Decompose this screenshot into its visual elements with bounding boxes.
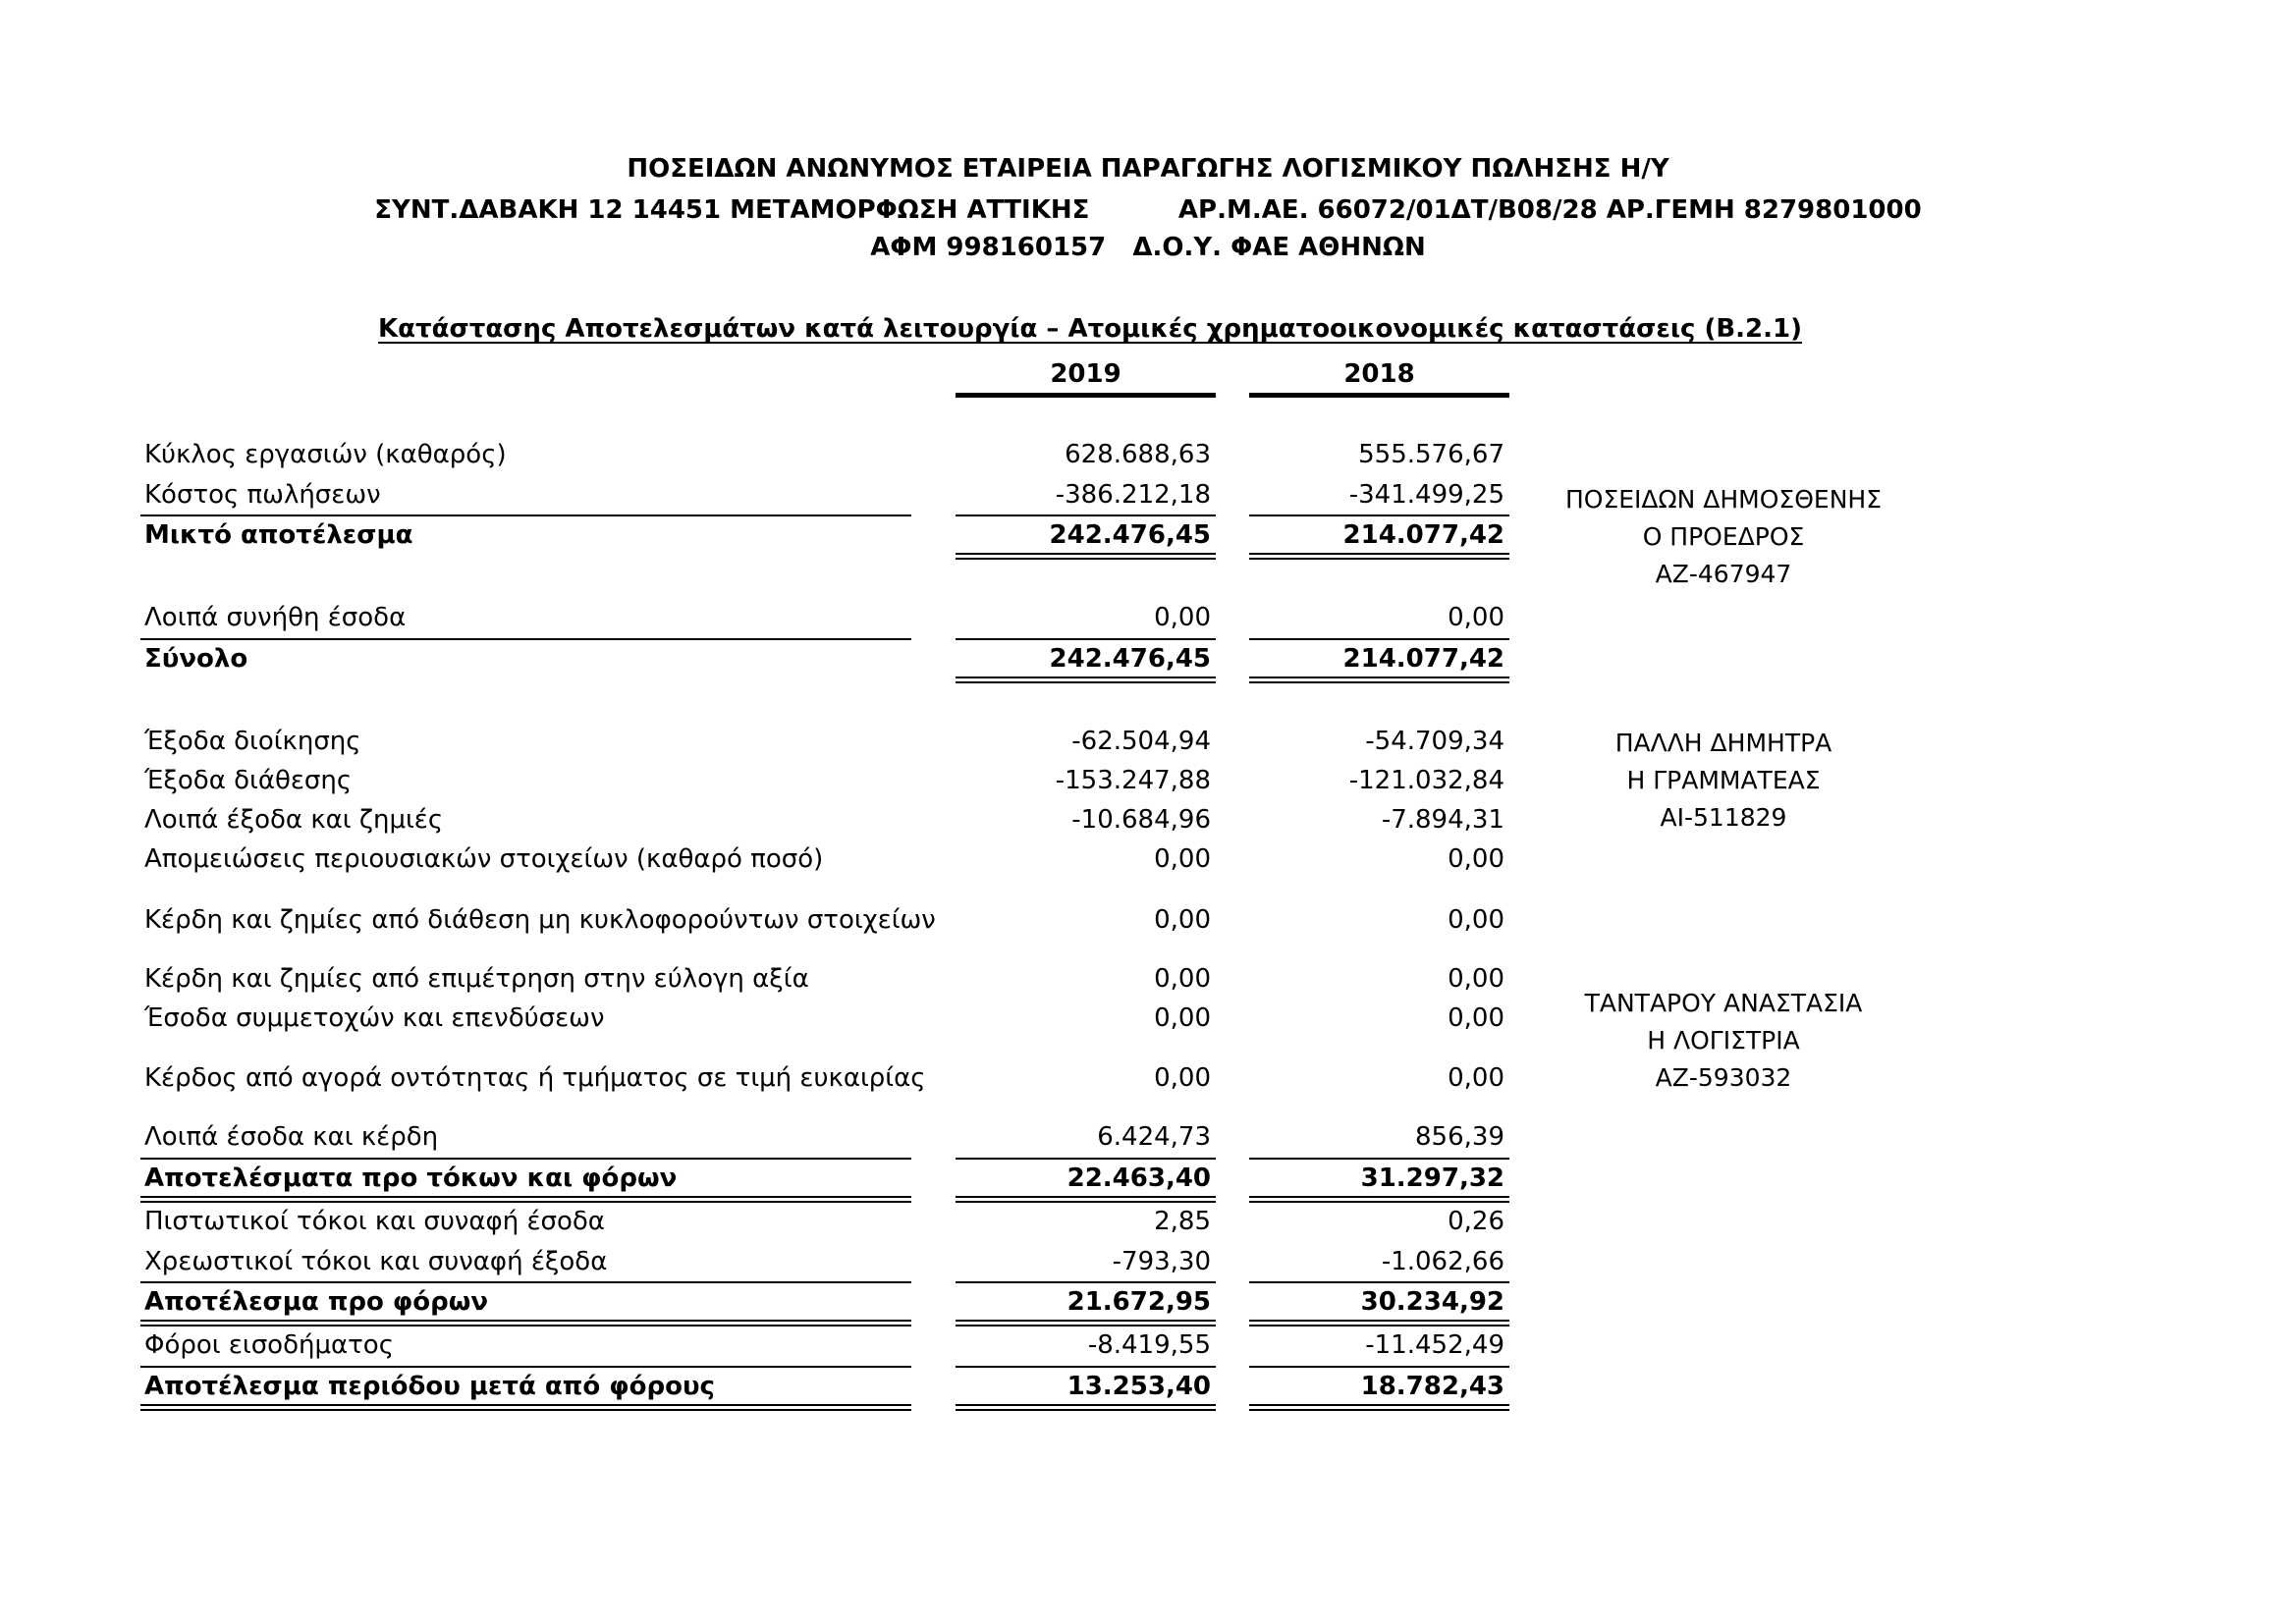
table-row-subtotal	[0, 1162, 1532, 1197]
row-value-2018: -121.032,84	[1348, 766, 1504, 795]
company-name: ΠΟΣΕΙΔΩΝ ΑΝΩΝΥΜΟΣ ΕΤΑΙΡΕΙΑ ΠΑΡΑΓΩΓΗΣ ΛΟΓΙΣΜΙΚΟΥ ΠΩΛΗΣΗΣ Η/Υ	[627, 154, 1669, 184]
row-separator	[956, 638, 1216, 640]
table-row	[0, 1328, 1532, 1364]
row-value-2019: 2,85	[1154, 1207, 1211, 1236]
row-value-2018: -341.499,25	[1348, 480, 1504, 510]
row-value-2019: 242.476,45	[1049, 644, 1211, 674]
row-separator	[1249, 1366, 1509, 1368]
row-value-2018: 555.576,67	[1358, 440, 1504, 469]
row-value-2019: 628.688,63	[1065, 440, 1211, 469]
row-value-2018: 31.297,32	[1360, 1164, 1504, 1193]
table-row	[0, 438, 1532, 473]
year-header-2019: 2019	[1050, 359, 1121, 389]
row-separator	[1249, 514, 1509, 516]
total-double-rule	[1249, 553, 1509, 560]
table-row-total	[0, 1370, 1532, 1405]
total-double-rule	[1249, 1404, 1509, 1411]
row-value-2018: 856,39	[1415, 1122, 1504, 1152]
row-separator	[140, 514, 911, 516]
company-tax-info: ΑΦΜ 998160157 Δ.Ο.Υ. ΦΑΕ ΑΘΗΝΩΝ	[870, 233, 1426, 262]
row-label: Κέρδη και ζημίες από διάθεση μη κυκλοφορούντων στοιχείων	[144, 905, 936, 935]
row-value-2018: 0,00	[1448, 603, 1504, 632]
signatory-role: Η ΛΟΓΙΣΤΡΙΑ	[1647, 1026, 1800, 1055]
row-value-2018: 0,00	[1448, 844, 1504, 874]
total-double-rule	[1249, 1196, 1509, 1203]
total-double-rule	[140, 1404, 911, 1411]
row-label: Λοιπά συνήθη έσοδα	[144, 603, 407, 632]
table-row	[0, 725, 1532, 760]
row-value-2019: -386.212,18	[1055, 480, 1211, 510]
year-header-2018: 2018	[1343, 359, 1415, 389]
row-value-2019: -153.247,88	[1055, 766, 1211, 795]
row-label: Αποτελέσματα προ τόκων και φόρων	[144, 1164, 678, 1193]
row-value-2019: -10.684,96	[1071, 805, 1211, 835]
row-value-2019: 0,00	[1154, 1003, 1211, 1033]
row-separator	[140, 1366, 911, 1368]
signatory-id: ΑΙ-511829	[1660, 803, 1787, 832]
table-row	[0, 903, 1532, 939]
row-separator	[1249, 638, 1509, 640]
row-value-2019: 242.476,45	[1049, 520, 1211, 550]
row-label: Έξοδα διάθεσης	[144, 766, 353, 795]
row-label: Λοιπά έσοδα και κέρδη	[144, 1122, 439, 1152]
total-double-rule	[956, 677, 1216, 683]
row-label: Απομειώσεις περιουσιακών στοιχείων (καθαρό ποσό)	[144, 844, 824, 874]
row-value-2018: -11.452,49	[1365, 1330, 1504, 1360]
year-underline	[1249, 393, 1509, 398]
total-double-rule	[140, 1196, 911, 1203]
row-separator	[956, 1281, 1216, 1283]
row-label: Σύνολο	[144, 644, 248, 674]
table-row	[0, 1061, 1532, 1097]
row-value-2018: 0,00	[1448, 1003, 1504, 1033]
signatory-role: Ο ΠΡΟΕΔΡΟΣ	[1642, 522, 1805, 551]
row-value-2018: -1.062,66	[1381, 1247, 1504, 1276]
row-separator	[140, 1158, 911, 1160]
row-value-2018: 214.077,42	[1342, 644, 1504, 674]
row-separator	[140, 1281, 911, 1283]
row-label: Λοιπά έξοδα και ζημιές	[144, 805, 444, 835]
row-separator	[956, 514, 1216, 516]
row-value-2018: 0,26	[1448, 1207, 1504, 1236]
row-separator	[956, 1366, 1216, 1368]
signature-block-secretary	[1527, 725, 1920, 837]
statement-title: Κατάστασης Αποτελεσμάτων κατά λειτουργία – Ατομικές χρηματοοικονομικές καταστάσεις (Β.2.1)	[378, 314, 1802, 344]
table-row	[0, 803, 1532, 839]
row-label: Φόροι εισοδήματος	[144, 1330, 394, 1360]
year-underline	[956, 393, 1216, 398]
row-separator	[1249, 1281, 1509, 1283]
signatory-name: ΠΟΣΕΙΔΩΝ ΔΗΜΟΣΘΕΝΗΣ	[1564, 485, 1882, 514]
table-row-subtotal	[0, 1285, 1532, 1321]
table-row	[0, 1120, 1532, 1156]
table-row	[0, 478, 1532, 514]
table-row-subtotal	[0, 518, 1532, 554]
row-value-2018: 18.782,43	[1360, 1372, 1504, 1401]
row-value-2019: 13.253,40	[1066, 1372, 1211, 1401]
row-label: Πιστωτικοί τόκοι και συναφή έσοδα	[144, 1207, 605, 1236]
row-label: Κέρδος από αγορά οντότητας ή τμήματος σε τιμή ευκαιρίας	[144, 1063, 926, 1093]
table-row	[0, 1245, 1532, 1280]
row-value-2018: 214.077,42	[1342, 520, 1504, 550]
signature-block-accountant	[1527, 985, 1920, 1097]
total-double-rule	[956, 1404, 1216, 1411]
signature-block-president	[1527, 481, 1920, 593]
signatory-id: ΑΖ-593032	[1655, 1063, 1792, 1092]
row-value-2019: -8.419,55	[1087, 1330, 1211, 1360]
row-value-2019: 21.672,95	[1066, 1287, 1211, 1317]
signatory-name: ΠΑΛΛΗ ΔΗΜΗΤΡΑ	[1614, 729, 1832, 757]
row-separator	[140, 638, 911, 640]
row-value-2019: 0,00	[1154, 964, 1211, 994]
row-label: Κόστος πωλήσεων	[144, 480, 381, 510]
row-value-2019: -62.504,94	[1071, 727, 1211, 756]
total-double-rule	[956, 1320, 1216, 1326]
row-separator	[956, 1158, 1216, 1160]
table-row	[0, 1205, 1532, 1240]
row-value-2019: 0,00	[1154, 844, 1211, 874]
row-value-2018: -54.709,34	[1365, 727, 1504, 756]
row-separator	[1249, 1158, 1509, 1160]
row-label: Έσοδα συμμετοχών και επενδύσεων	[144, 1003, 605, 1033]
row-value-2018: 0,00	[1448, 905, 1504, 935]
table-row	[0, 842, 1532, 878]
row-label: Κέρδη και ζημίες από επιμέτρηση στην εύλογη αξία	[144, 964, 809, 994]
company-address: ΣΥΝΤ.ΔΑΒΑΚΗ 12 14451 ΜΕΤΑΜΟΡΦΩΣΗ ΑΤΤΙΚΗΣ ΑΡ.Μ.ΑΕ. 66072/01ΔΤ/Β08/28 ΑΡ.ΓΕΜΗ 8279801000	[374, 195, 1922, 225]
table-row	[0, 601, 1532, 636]
signatory-id: ΑΖ-467947	[1655, 560, 1792, 588]
row-value-2018: -7.894,31	[1381, 805, 1504, 835]
row-value-2019: 0,00	[1154, 1063, 1211, 1093]
table-row	[0, 1001, 1532, 1037]
table-row	[0, 764, 1532, 799]
row-value-2018: 0,00	[1448, 1063, 1504, 1093]
total-double-rule	[956, 1196, 1216, 1203]
signatory-role: Η ΓΡΑΜΜΑΤΕΑΣ	[1626, 766, 1821, 794]
row-label: Κύκλος εργασιών (καθαρός)	[144, 440, 507, 469]
row-label: Μικτό αποτέλεσμα	[144, 520, 413, 550]
total-double-rule	[956, 553, 1216, 560]
row-label: Αποτέλεσμα περιόδου μετά από φόρους	[144, 1372, 715, 1401]
signatory-name: ΤΑΝΤΑΡΟΥ ΑΝΑΣΤΑΣΙΑ	[1584, 989, 1863, 1017]
table-row	[0, 962, 1532, 998]
total-double-rule	[140, 1320, 911, 1326]
row-label: Έξοδα διοίκησης	[144, 727, 361, 756]
table-row-subtotal	[0, 642, 1532, 677]
total-double-rule	[1249, 677, 1509, 683]
row-value-2019: -793,30	[1112, 1247, 1211, 1276]
row-value-2018: 0,00	[1448, 964, 1504, 994]
row-value-2019: 6.424,73	[1097, 1122, 1211, 1152]
row-value-2018: 30.234,92	[1360, 1287, 1504, 1317]
row-value-2019: 0,00	[1154, 905, 1211, 935]
total-double-rule	[1249, 1320, 1509, 1326]
row-label: Χρεωστικοί τόκοι και συναφή έξοδα	[144, 1247, 608, 1276]
row-value-2019: 22.463,40	[1066, 1164, 1211, 1193]
row-label: Αποτέλεσμα προ φόρων	[144, 1287, 489, 1317]
row-value-2019: 0,00	[1154, 603, 1211, 632]
